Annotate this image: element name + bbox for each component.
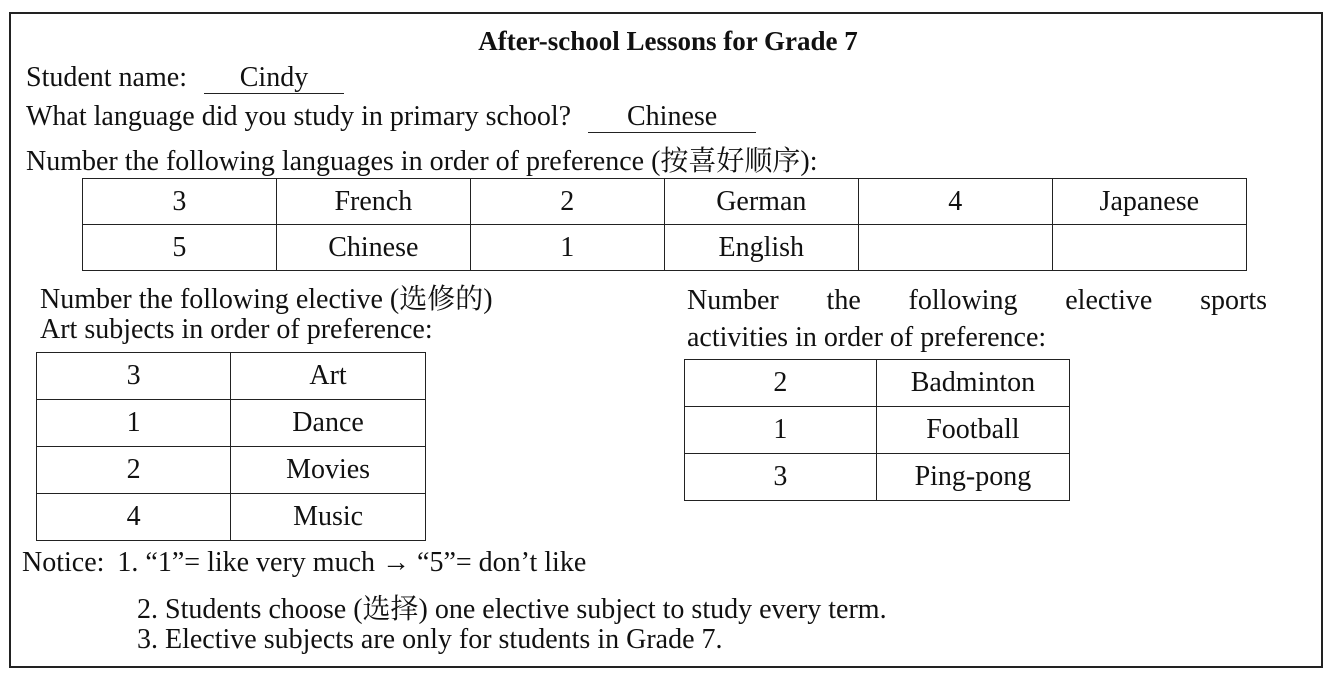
table-row (83, 225, 1247, 271)
subject-cell: Dance (231, 400, 426, 447)
table-row (685, 407, 1070, 454)
language-cell: Japanese (1052, 179, 1246, 225)
rank-cell[interactable]: 2 (470, 179, 664, 225)
table-row (37, 400, 426, 447)
notice-item: 1. “1”= like very much → “5”= don’t like (117, 547, 587, 578)
sport-cell: Ping-pong (876, 454, 1069, 501)
rank-cell[interactable]: 2 (37, 447, 231, 494)
language-cell: Chinese (276, 225, 470, 271)
art-instruction-line2: Art subjects in order of preference: (40, 314, 433, 345)
primary-language-field[interactable]: Chinese (588, 102, 756, 133)
sports-instruction-line1: Number the following elective sports (687, 285, 1267, 316)
subject-cell: Music (231, 494, 426, 541)
rank-cell[interactable]: 1 (37, 400, 231, 447)
rank-cell[interactable]: 1 (470, 225, 664, 271)
table-row (685, 360, 1070, 407)
rank-cell[interactable]: 2 (685, 360, 877, 407)
notice-line-1 (22, 547, 586, 579)
notice-item: 3. Elective subjects are only for students in Grade 7. (137, 624, 723, 655)
rank-cell[interactable]: 3 (685, 454, 877, 501)
languages-instruction: Number the following languages in order of preference (按喜好顺序): (26, 146, 818, 177)
language-cell: English (664, 225, 858, 271)
language-cell: French (276, 179, 470, 225)
language-cell (1052, 225, 1246, 271)
notice-label: Notice: (22, 547, 105, 578)
student-name-label: Student name: (26, 62, 187, 93)
table-row (37, 494, 426, 541)
languages-table (82, 178, 1247, 271)
rank-cell[interactable]: 4 (37, 494, 231, 541)
table-row (37, 353, 426, 400)
rank-cell[interactable]: 3 (37, 353, 231, 400)
rank-cell[interactable]: 4 (858, 179, 1052, 225)
table-row (83, 179, 1247, 225)
student-name-field[interactable]: Cindy (204, 63, 344, 94)
notice-item: 2. Students choose (选择) one elective subject to study every term. (137, 594, 887, 625)
subject-cell: Movies (231, 447, 426, 494)
primary-language-line (26, 101, 756, 133)
form-title: After-school Lessons for Grade 7 (478, 26, 858, 56)
sports-instruction-line2: activities in order of preference: (687, 322, 1047, 353)
table-row (37, 447, 426, 494)
primary-language-question: What language did you study in primary school? (26, 101, 572, 132)
art-instruction-line1: Number the following elective (选修的) (40, 284, 493, 315)
rank-cell[interactable]: 5 (83, 225, 277, 271)
art-table (36, 352, 426, 541)
rank-cell[interactable]: 1 (685, 407, 877, 454)
subject-cell: Art (231, 353, 426, 400)
student-name-line (26, 62, 344, 94)
sports-table (684, 359, 1070, 501)
sport-cell: Football (876, 407, 1069, 454)
language-cell: German (664, 179, 858, 225)
rank-cell[interactable] (858, 225, 1052, 271)
table-row (685, 454, 1070, 501)
sport-cell: Badminton (876, 360, 1069, 407)
rank-cell[interactable]: 3 (83, 179, 277, 225)
